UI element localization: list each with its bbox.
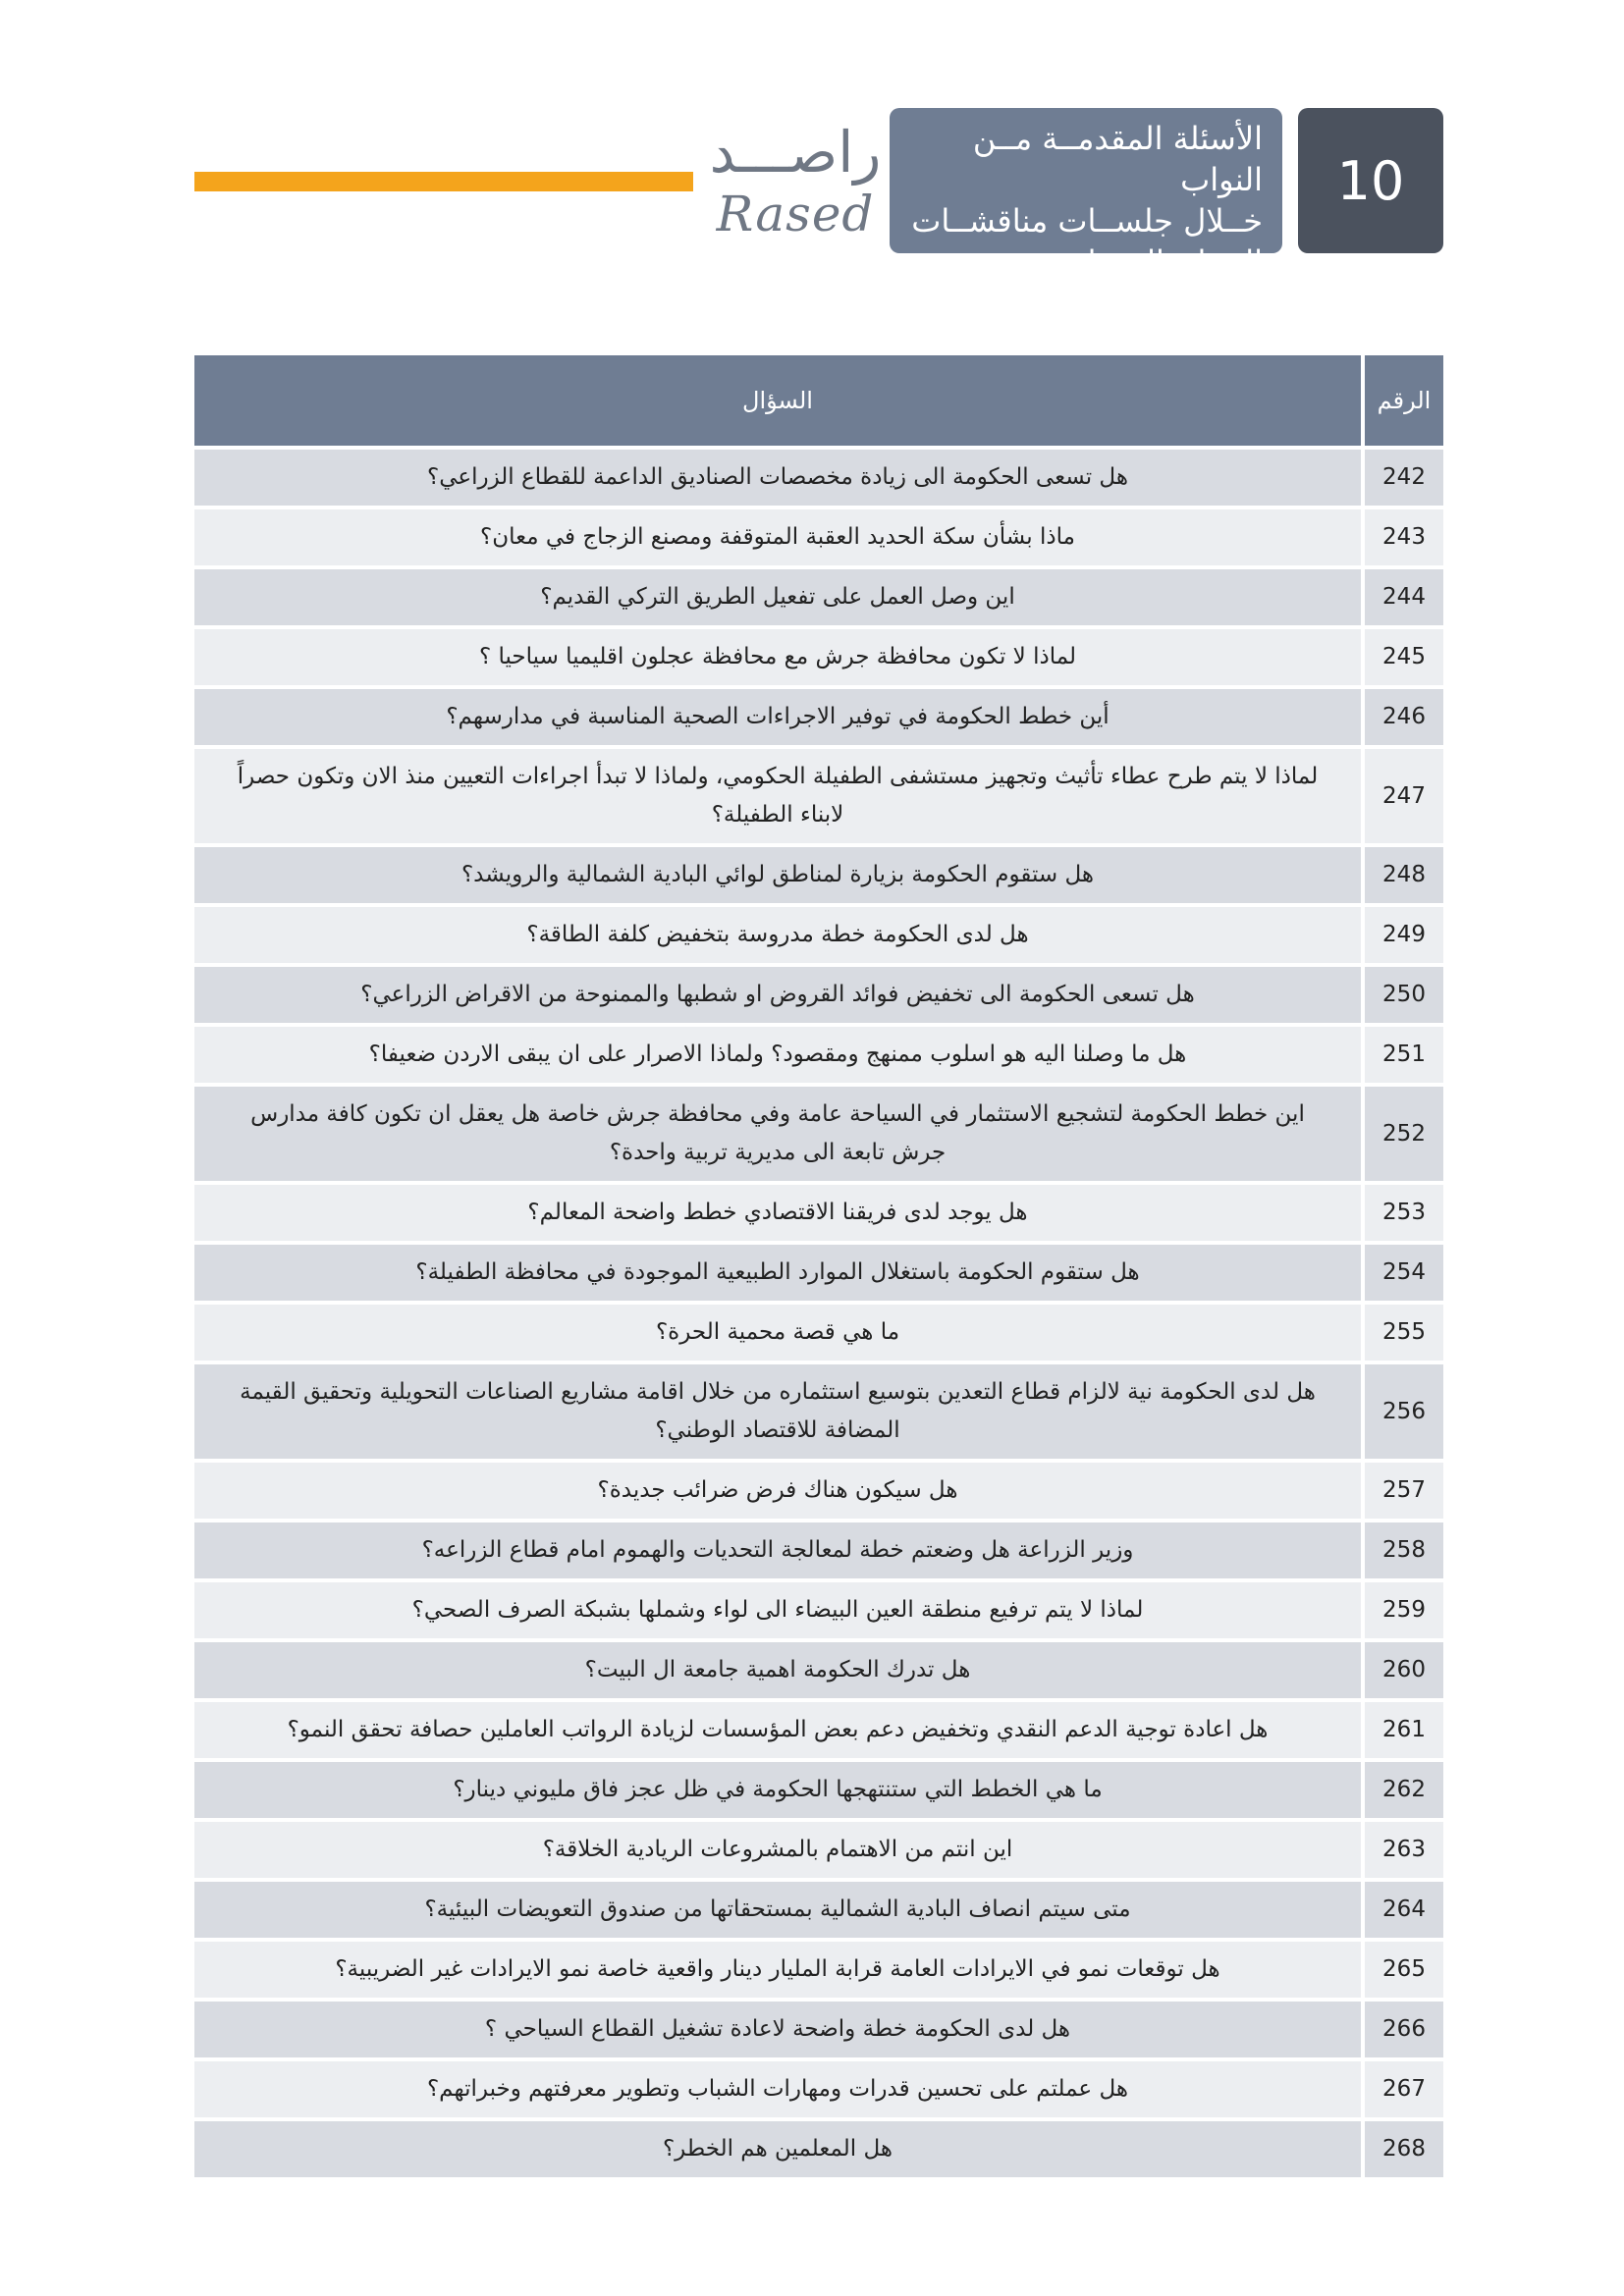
question-number: 263 bbox=[1363, 1820, 1443, 1880]
question-text: أين خطط الحكومة في توفير الاجراءات الصحية المناسبة في مدارسهم؟ bbox=[194, 687, 1363, 747]
question-number: 265 bbox=[1363, 1940, 1443, 2000]
question-number: 252 bbox=[1363, 1085, 1443, 1183]
document-title bbox=[890, 108, 1282, 281]
table-row bbox=[194, 448, 1443, 507]
question-number: 262 bbox=[1363, 1760, 1443, 1820]
question-text: هل تسعى الحكومة الى تخفيض فوائد القروض او شطبها والممنوحة من الاقراض الزراعي؟ bbox=[194, 965, 1363, 1025]
question-text: متى سيتم انصاف البادية الشمالية بمستحقاتها من صندوق التعويضات البيئية؟ bbox=[194, 1880, 1363, 1940]
table-row bbox=[194, 1362, 1443, 1461]
question-text: هل لدى الحكومة خطة واضحة لاعادة تشغيل القطاع السياحي ؟ bbox=[194, 2000, 1363, 2059]
header-accent-bar bbox=[194, 172, 693, 191]
question-number: 258 bbox=[1363, 1521, 1443, 1580]
title-line: البيــان الــوزاري bbox=[1048, 243, 1263, 281]
table-row bbox=[194, 1580, 1443, 1640]
question-number: 268 bbox=[1363, 2119, 1443, 2177]
question-text: هل يوجد لدى فريقنا الاقتصادي خطط واضحة المعالم؟ bbox=[194, 1183, 1363, 1243]
question-number: 245 bbox=[1363, 627, 1443, 687]
title-line: خــلال جلســات مناقشــات bbox=[911, 202, 1263, 240]
table-row bbox=[194, 1461, 1443, 1521]
table-row bbox=[194, 2059, 1443, 2119]
table-row bbox=[194, 1640, 1443, 1700]
table-row bbox=[194, 2000, 1443, 2059]
question-text: لماذا لا يتم طرح عطاء تأثيث وتجهيز مستشفى الطفيلة الحكومي، ولماذا لا تبدأ اجراءات التعيين منذ الان وتكون حصراً لابناء الطفيلة؟ bbox=[194, 747, 1363, 845]
question-text: هل سيكون هناك فرض ضرائب جديدة؟ bbox=[194, 1461, 1363, 1521]
question-number: 251 bbox=[1363, 1025, 1443, 1085]
question-number: 248 bbox=[1363, 845, 1443, 905]
table-row bbox=[194, 567, 1443, 627]
question-number: 259 bbox=[1363, 1580, 1443, 1640]
questions-table bbox=[194, 355, 1443, 2177]
question-text: ما هي الخطط التي ستنتهجها الحكومة في ظل عجز فاق مليوني دينار؟ bbox=[194, 1760, 1363, 1820]
question-number: 243 bbox=[1363, 507, 1443, 567]
logo-english-text: Rased bbox=[716, 186, 875, 242]
table-row bbox=[194, 2119, 1443, 2177]
question-number: 250 bbox=[1363, 965, 1443, 1025]
question-text: هل عملتم على تحسين قدرات ومهارات الشباب وتطوير معرفتهم وخبراتهم؟ bbox=[194, 2059, 1363, 2119]
table-row bbox=[194, 1521, 1443, 1580]
logo-arabic-text: راصـــد bbox=[709, 119, 882, 186]
question-text: هل ما وصلنا اليه هو اسلوب ممنهج ومقصود؟ ولماذا الاصرار على ان يبقى الاردن ضعيفا؟ bbox=[194, 1025, 1363, 1085]
table-row bbox=[194, 1085, 1443, 1183]
question-number: 249 bbox=[1363, 905, 1443, 965]
rased-logo bbox=[707, 118, 884, 245]
table-row bbox=[194, 747, 1443, 845]
table-row bbox=[194, 1700, 1443, 1760]
question-number: 254 bbox=[1363, 1243, 1443, 1303]
table-row bbox=[194, 1760, 1443, 1820]
question-text: وزير الزراعة هل وضعتم خطة لمعالجة التحديات والهموم امام قطاع الزراعه؟ bbox=[194, 1521, 1363, 1580]
question-text: هل تدرك الحكومة اهمية جامعة ال البيت؟ bbox=[194, 1640, 1363, 1700]
question-number: 246 bbox=[1363, 687, 1443, 747]
question-text: اين خطط الحكومة لتشجيع الاستثمار في السياحة عامة وفي محافظة جرش خاصة هل يعقل ان تكون كافة مدارس جرش تابعة الى مديرية تربية واحدة؟ bbox=[194, 1085, 1363, 1183]
table-row bbox=[194, 507, 1443, 567]
question-text: هل اعادة توجية الدعم النقدي وتخفيض دعم بعض المؤسسات لزيادة الرواتب العاملين حصافة تحقق النمو؟ bbox=[194, 1700, 1363, 1760]
question-text: ماذا بشأن سكة الحديد العقبة المتوقفة ومصنع الزجاج في معان؟ bbox=[194, 507, 1363, 567]
table-row bbox=[194, 1025, 1443, 1085]
table-header-row bbox=[194, 355, 1443, 448]
table-row bbox=[194, 627, 1443, 687]
table-row bbox=[194, 965, 1443, 1025]
question-text: اين وصل العمل على تفعيل الطريق التركي القديم؟ bbox=[194, 567, 1363, 627]
table-row bbox=[194, 1183, 1443, 1243]
question-number: 266 bbox=[1363, 2000, 1443, 2059]
column-header-number: الرقم bbox=[1363, 355, 1443, 448]
table-row bbox=[194, 905, 1443, 965]
question-text: هل ستقوم الحكومة بزيارة لمناطق لوائي البادية الشمالية والرويشد؟ bbox=[194, 845, 1363, 905]
question-text: لماذا لا تكون محافظة جرش مع محافظة عجلون اقليميا سياحيا ؟ bbox=[194, 627, 1363, 687]
title-line: الأسئلة المقدمــة مــن النواب bbox=[972, 120, 1263, 198]
question-number: 267 bbox=[1363, 2059, 1443, 2119]
question-number: 255 bbox=[1363, 1303, 1443, 1362]
question-text: هل المعلمين هم الخطر؟ bbox=[194, 2119, 1363, 2177]
table-row bbox=[194, 1303, 1443, 1362]
question-text: ما هي قصة محمية الحرة؟ bbox=[194, 1303, 1363, 1362]
question-text: هل توقعات نمو في الايرادات العامة قرابة المليار دينار واقعية خاصة نمو الايرادات غير الضريبية؟ bbox=[194, 1940, 1363, 2000]
table-row bbox=[194, 1940, 1443, 2000]
column-header-question: السؤال bbox=[194, 355, 1363, 448]
question-text: هل لدى الحكومة نية لالزام قطاع التعدين بتوسيع استثماره من خلال اقامة مشاريع الصناعات التحويلية وتحقيق القيمة المضافة للاقتصاد الوطني؟ bbox=[194, 1362, 1363, 1461]
question-text: هل تسعى الحكومة الى زيادة مخصصات الصناديق الداعمة للقطاع الزراعي؟ bbox=[194, 448, 1363, 507]
question-text: اين انتم من الاهتمام بالمشروعات الريادية الخلاقة؟ bbox=[194, 1820, 1363, 1880]
page-number: 10 bbox=[1298, 108, 1443, 253]
table-row bbox=[194, 1880, 1443, 1940]
question-text: هل ستقوم الحكومة باستغلال الموارد الطبيعية الموجودة في محافظة الطفيلة؟ bbox=[194, 1243, 1363, 1303]
question-number: 253 bbox=[1363, 1183, 1443, 1243]
question-number: 264 bbox=[1363, 1880, 1443, 1940]
question-text: هل لدى الحكومة خطة مدروسة بتخفيض كلفة الطاقة؟ bbox=[194, 905, 1363, 965]
table-row bbox=[194, 845, 1443, 905]
question-number: 244 bbox=[1363, 567, 1443, 627]
table-row bbox=[194, 1243, 1443, 1303]
question-number: 247 bbox=[1363, 747, 1443, 845]
question-text: لماذا لا يتم ترفيع منطقة العين البيضاء الى لواء وشملها بشبكة الصرف الصحي؟ bbox=[194, 1580, 1363, 1640]
table-row bbox=[194, 1820, 1443, 1880]
question-number: 257 bbox=[1363, 1461, 1443, 1521]
question-number: 260 bbox=[1363, 1640, 1443, 1700]
question-number: 256 bbox=[1363, 1362, 1443, 1461]
question-number: 261 bbox=[1363, 1700, 1443, 1760]
question-number: 242 bbox=[1363, 448, 1443, 507]
table-row bbox=[194, 687, 1443, 747]
